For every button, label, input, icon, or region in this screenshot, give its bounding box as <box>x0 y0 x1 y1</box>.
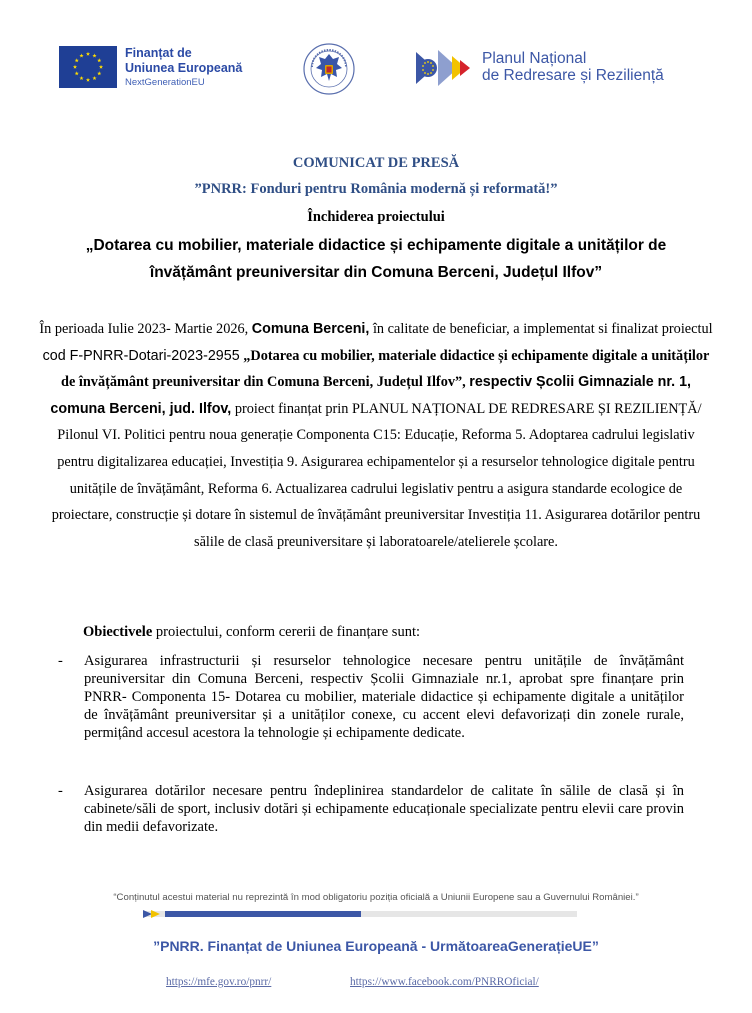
pnrr-logo-text <box>482 50 664 84</box>
press-release-subheading: ”PNRR: Fonduri pentru România modernă și reformată!” <box>194 181 558 197</box>
eu-logo-line2: Uniunea Europeană <box>125 61 243 75</box>
footer-divider-bar <box>143 909 577 919</box>
objective-item-1: Asigurarea infrastructurii și resurselor tehnologice necesare pentru unitățile de învățământ preuniversitar din Comuna Berceni, respectiv Școlii Gimnaziale nr.1, aprobat spre finanțare prin PNRR- Componenta 15- Dotarea cu mobilier, materiale didactice și echipamente digitale a unităților de învățământ preuniversitar și a unităților conexe, cu accent elevi defavorizați din zonele rurale, permițând accesul acestora la tehnologie și echipamente dedicate. <box>84 653 684 741</box>
objective-item-2: Asigurarea dotărilor necesare pentru îndeplinirea standardelor de calitate în sălile de clasă și în cabinete/săli de sport, inclusiv dotări și echipamente educaționale specializate pentru elevii care provin din medii defavorizate. <box>84 783 684 835</box>
project-closing-label: Închiderea proiectului <box>307 209 445 225</box>
pnrr-logo <box>416 48 686 90</box>
list-item <box>58 783 684 843</box>
paragraph-project-code: cod F-PNRR-Dotari-2023-2955 <box>42 347 240 364</box>
list-item <box>58 653 684 773</box>
objectives-intro-bold: Obiectivele <box>83 624 153 640</box>
paragraph-period: În perioada Iulie 2023- Martie 2026, <box>39 321 252 337</box>
footer-slogan: ”PNRR. Finanțat de Uniunea Europeană - UrmătoareaGenerațieUE” <box>153 938 599 954</box>
eu-logo-line3: NextGenerationEU <box>125 77 205 88</box>
project-description-paragraph <box>38 316 714 555</box>
government-logo <box>303 43 355 95</box>
paragraph-project-title: „Dotarea cu mobilier, materiale didactice și echipamente digitale a unităților de învățământ preuniversitar din Comuna Berceni, Județul Ilfov”, <box>61 347 710 391</box>
bullet-dash: - <box>58 783 63 799</box>
disclaimer: “Conținutul acestui material nu reprezintă în mod obligatoriu poziția oficială a Uniunii Europene sau a Guvernului României.” <box>113 892 639 903</box>
paragraph-funding-details: proiect finanțat prin PLANUL NAȚIONAL DE REDRESARE ȘI REZILIENȚĂ/ Pilonul VI. Politici pentru noua generație Componenta C15: Educație, Reforma 5. Adoptarea cadrului legislativ pentru digitalizarea educației, Investiția 9. Asigurarea echipamentelor și a resurselor tehnologice digitale pentru unitățile de învățământ, Reforma 6. Actualizarea cadrului legislativ pentru a asigura standarde ecologice de proiectare, construcție și dotare în sistemul de învățământ preuniversitar Investiția 11. Asigurarea dotărilor pentru sălile de clasă preuniversitare și laboratoarele/atelierele școlare. <box>51 400 702 550</box>
objectives-intro-rest: proiectului, conform cererii de finanțare sunt: <box>152 624 421 640</box>
facebook-pnrr-link[interactable]: https://www.facebook.com/PNRROficial/ <box>350 976 539 988</box>
project-title-line1: „Dotarea cu mobilier, materiale didactice și echipamente digitale a unităților de <box>85 237 667 254</box>
pnrr-logo-line2: de Redresare și Reziliență <box>482 67 664 84</box>
bullet-dash: - <box>58 653 63 669</box>
mfe-pnrr-link[interactable]: https://mfe.gov.ro/pnrr/ <box>166 976 272 988</box>
press-release-heading: COMUNICAT DE PRESĂ <box>292 155 460 171</box>
objectives-intro <box>83 624 420 641</box>
eu-logo-line1: Finanțat de <box>125 46 192 60</box>
romanian-coat-of-arms-icon <box>303 43 355 95</box>
paragraph-school: respectiv Școlii Gimnaziale nr. 1, comuna Berceni, jud. Ilfov, <box>50 374 691 417</box>
eu-flag-icon <box>59 46 117 88</box>
pnrr-arrow-icon <box>416 48 478 88</box>
eu-funding-logo <box>59 46 259 92</box>
project-title-line2: învățământ preuniversitar din Comuna Berceni, Județul Ilfov” <box>149 264 603 281</box>
paragraph-implementation: în calitate de beneficiar, a implementat si finalizat proiectul <box>369 321 713 337</box>
pnrr-logo-line1: Planul Național <box>482 50 587 67</box>
paragraph-beneficiary: Comuna Berceni, <box>251 321 370 337</box>
eu-logo-text <box>125 46 242 89</box>
